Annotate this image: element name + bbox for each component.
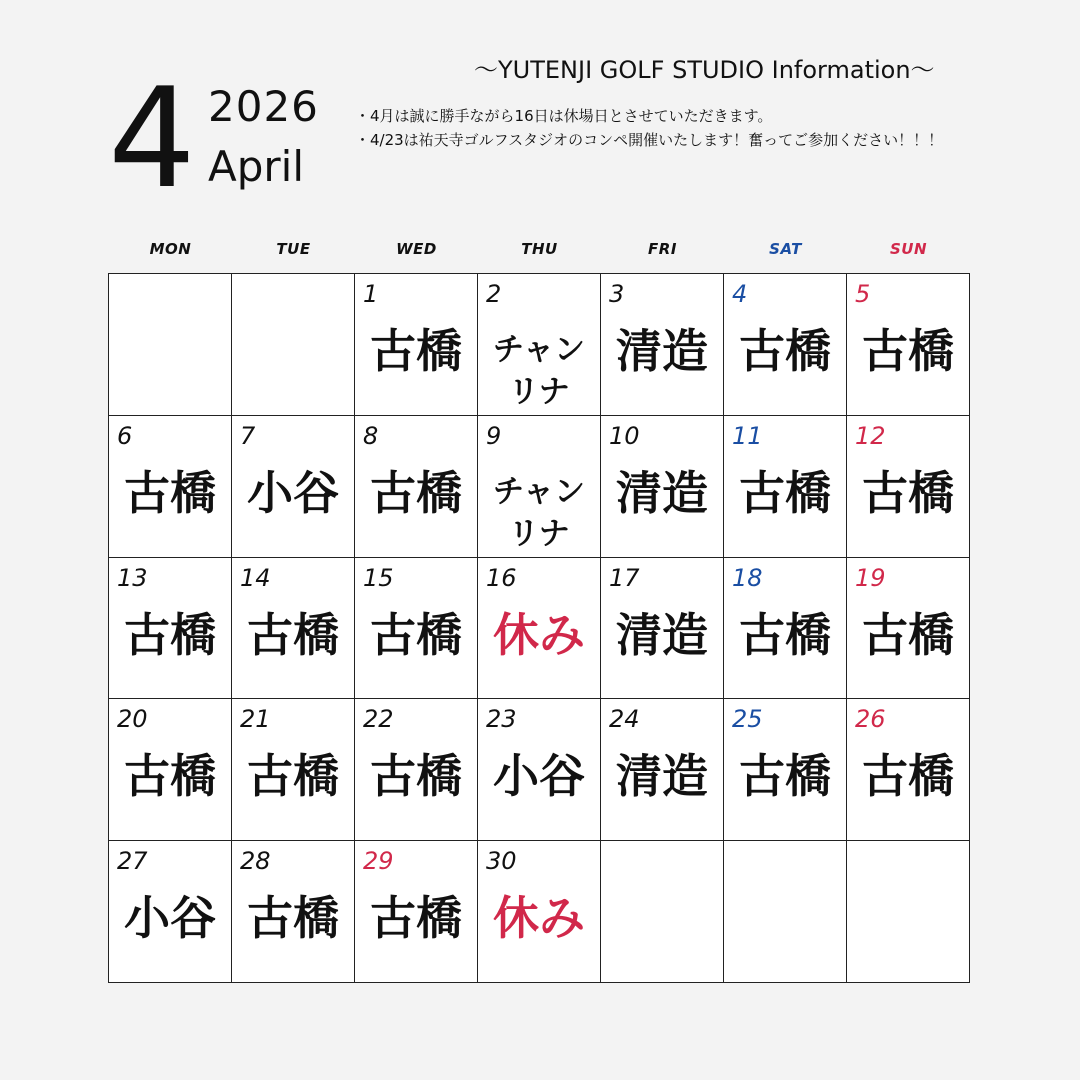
day-staff-label: 小谷	[247, 465, 339, 520]
day-number: 26	[855, 705, 886, 734]
weekday-tue: TUE	[276, 240, 311, 258]
day-staff-label: 休み	[493, 891, 585, 946]
day-staff-label: 古橋	[862, 607, 954, 662]
calendar-day-cell	[232, 558, 355, 700]
day-number: 19	[855, 563, 886, 592]
day-number: 20	[117, 705, 148, 734]
calendar-day-cell	[109, 274, 232, 416]
day-staff-label: 休み	[493, 607, 585, 662]
calendar-day-cell	[601, 841, 724, 983]
calendar-day-cell	[847, 558, 970, 700]
day-staff-label: 清造	[616, 749, 708, 804]
calendar-day-cell	[232, 841, 355, 983]
calendar-day-cell	[847, 841, 970, 983]
calendar-day-cell	[478, 841, 601, 983]
day-staff-label: 古橋	[370, 465, 462, 520]
day-number: 14	[240, 563, 271, 592]
day-staff-label: 古橋	[862, 465, 954, 520]
day-staff-label: 小谷	[493, 749, 585, 804]
weekday-sat: SAT	[769, 240, 802, 258]
notes	[355, 104, 943, 152]
calendar-day-cell	[724, 558, 847, 700]
day-staff-label: 古橋	[862, 749, 954, 804]
weekday-sun: SUN	[889, 240, 928, 258]
calendar-day-cell	[601, 274, 724, 416]
calendar-day-cell	[109, 416, 232, 558]
calendar-day-cell	[724, 416, 847, 558]
weekday-thu: THU	[521, 240, 558, 258]
day-staff-label: 古橋	[247, 607, 339, 662]
day-number: 27	[117, 847, 148, 876]
day-number: 4	[732, 280, 748, 308]
calendar-day-cell	[109, 699, 232, 841]
day-staff-label: 古橋	[124, 465, 216, 520]
day-staff-label: 古橋	[739, 749, 831, 804]
year: 2026	[208, 82, 319, 131]
calendar-day-cell	[232, 416, 355, 558]
day-number: 11	[732, 421, 763, 450]
day-staff-label: 古橋	[739, 465, 831, 520]
day-staff-label: 古橋	[739, 324, 831, 378]
day-number: 15	[363, 563, 394, 592]
day-staff-label: 古橋	[124, 749, 216, 804]
calendar-day-cell	[478, 699, 601, 841]
day-staff-label: 清造	[616, 465, 708, 520]
weekday-fri: FRI	[648, 240, 677, 258]
day-number: 29	[363, 847, 394, 876]
calendar-day-cell	[355, 841, 478, 983]
calendar-day-cell	[724, 841, 847, 983]
day-number: 12	[855, 421, 886, 450]
calendar-day-cell	[847, 274, 970, 416]
day-staff-label: 古橋	[370, 607, 462, 662]
calendar-day-cell	[847, 699, 970, 841]
calendar-day-cell	[355, 558, 478, 700]
calendar-day-cell	[232, 274, 355, 416]
day-number: 30	[486, 847, 517, 876]
calendar-day-cell	[478, 274, 601, 416]
day-staff-label: 清造	[616, 607, 708, 662]
day-number: 22	[363, 705, 394, 734]
calendar-day-cell	[109, 558, 232, 700]
day-number: 13	[117, 563, 148, 592]
calendar-day-cell	[847, 416, 970, 558]
day-staff-label: 古橋	[862, 324, 954, 378]
calendar-day-cell	[355, 274, 478, 416]
day-staff-label: チャン リナ	[492, 473, 586, 552]
calendar-day-cell	[355, 699, 478, 841]
day-number: 6	[117, 421, 133, 450]
day-staff-label: 古橋	[124, 607, 216, 662]
day-staff-label: 小谷	[124, 891, 216, 946]
day-number: 21	[240, 705, 271, 734]
day-number: 18	[732, 563, 763, 592]
month-number: 4	[108, 58, 192, 219]
calendar-day-cell	[601, 558, 724, 700]
calendar-day-cell	[601, 416, 724, 558]
day-number: 1	[363, 280, 379, 308]
calendar-day-cell	[724, 699, 847, 841]
note-line: ・4/23は祐天寺ゴルフスタジオのコンペ開催いたします！奮ってご参加ください！！！	[355, 131, 944, 149]
day-staff-label: 古橋	[370, 324, 462, 378]
day-number: 9	[486, 421, 502, 450]
weekday-mon: MON	[149, 240, 192, 258]
calendar-day-cell	[478, 416, 601, 558]
info-title: 〜YUTENJI GOLF STUDIO Information〜	[474, 56, 935, 84]
calendar-day-cell	[601, 699, 724, 841]
calendar-day-cell	[355, 416, 478, 558]
day-staff-label: チャン リナ	[492, 332, 586, 410]
calendar-day-cell	[478, 558, 601, 700]
day-number: 3	[609, 280, 625, 308]
month-name: April	[208, 142, 304, 191]
day-number: 24	[609, 705, 640, 734]
day-number: 23	[486, 705, 517, 734]
day-number: 16	[486, 563, 517, 592]
calendar-day-cell	[724, 274, 847, 416]
day-number: 17	[609, 563, 640, 592]
day-number: 8	[363, 421, 379, 450]
day-staff-label: 古橋	[370, 749, 462, 804]
weekday-wed: WED	[396, 240, 437, 258]
day-staff-label: 古橋	[370, 891, 462, 946]
day-staff-label: 古橋	[739, 607, 831, 662]
note-line: ・4月は誠に勝手ながら16日は休場日とさせていただきます。	[355, 107, 773, 125]
calendar-day-cell	[109, 841, 232, 983]
day-staff-label: 古橋	[247, 749, 339, 804]
day-number: 10	[609, 421, 640, 450]
day-number: 25	[732, 705, 763, 734]
day-number: 2	[486, 280, 502, 308]
day-staff-label: 清造	[616, 324, 708, 378]
day-number: 7	[240, 421, 256, 450]
calendar-grid	[108, 273, 970, 983]
day-number: 28	[240, 847, 271, 876]
day-number: 5	[855, 280, 871, 308]
day-staff-label: 古橋	[247, 891, 339, 946]
calendar-day-cell	[232, 699, 355, 841]
weekday-header-row	[109, 240, 970, 262]
